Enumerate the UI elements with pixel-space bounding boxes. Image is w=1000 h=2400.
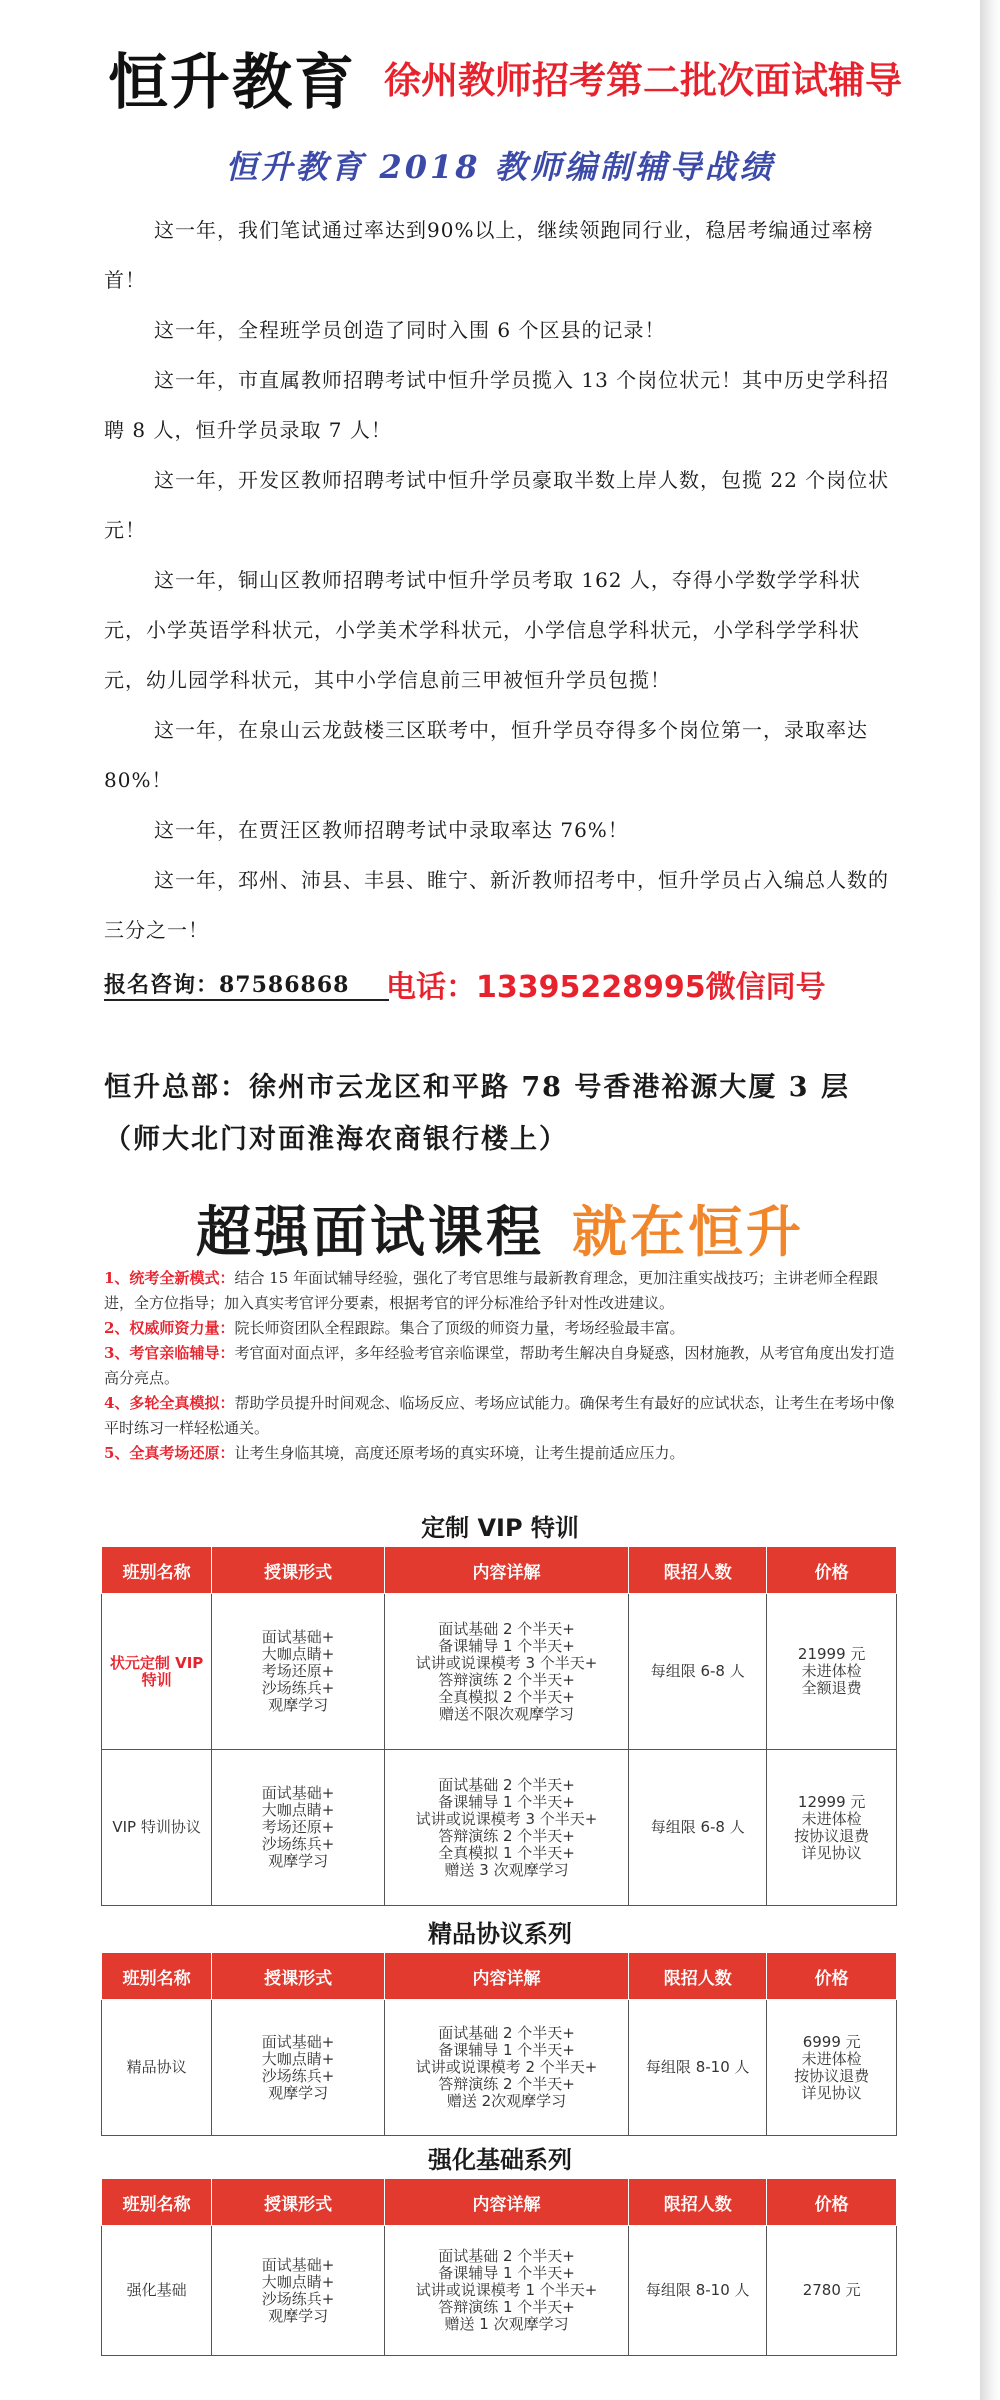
course-capacity: 每组限 6-8 人 (629, 1750, 767, 1906)
column-header: 限招人数 (629, 2179, 767, 2226)
premium-section-title: 精品协议系列 (428, 1920, 572, 1948)
course-name: 状元定制 VIP 特训 (102, 1594, 212, 1750)
column-header: 班别名称 (102, 2179, 212, 2226)
course-price: 2780 元 (767, 2226, 897, 2356)
course-capacity: 每组限 6-8 人 (629, 1594, 767, 1750)
feature-label: 1、统考全新模式： (104, 1269, 235, 1287)
course-format: 面试基础+ 大咖点睛+ 沙场练兵+ 观摩学习 (212, 2000, 385, 2136)
features-list (104, 1266, 904, 1466)
column-header: 授课形式 (212, 1953, 385, 2000)
column-header: 内容详解 (384, 1953, 628, 2000)
table-row (102, 1594, 897, 1750)
feature-label: 4、多轮全真模拟： (104, 1394, 235, 1412)
brand-name: 恒升教育 (108, 48, 356, 118)
course-format: 面试基础+ 大咖点睛+ 考场还原+ 沙场练兵+ 观摩学习 (212, 1750, 385, 1906)
feature-label: 5、全真考场还原： (104, 1444, 235, 1462)
column-header: 限招人数 (629, 1953, 767, 2000)
achievement-item: 这一年，铜山区教师招聘考试中恒升学员考取 162 人，夺得小学数学学科状元，小学英语学科状元，小学美术学科状元，小学信息学科状元，小学科学学科状元，幼儿园学科状元，其中小学信息前三甲被恒升学员包揽！ (104, 568, 861, 692)
table-row (102, 2226, 897, 2356)
course-price: 6999 元 未进体检 按协议退费 详见协议 (767, 2000, 897, 2136)
course-name: 精品协议 (102, 2000, 212, 2136)
column-header: 班别名称 (102, 1953, 212, 2000)
foundation-section-title: 强化基础系列 (428, 2146, 572, 2174)
feature-label: 2、权威师资力量： (104, 1319, 235, 1337)
course-content: 面试基础 2 个半天+ 备课辅导 1 个半天+ 试讲或说课模考 2 个半天+ 答辩演练 2 个半天+ 赠送 2次观摩学习 (384, 2000, 628, 2136)
column-header: 价格 (767, 1953, 897, 2000)
column-header: 授课形式 (212, 2179, 385, 2226)
achievement-item: 这一年，开发区教师招聘考试中恒升学员豪取半数上岸人数，包揽 22 个岗位状元！ (104, 468, 890, 542)
phone-number: 电话：13395228995微信同号 (386, 970, 826, 1005)
course-capacity: 每组限 8-10 人 (629, 2226, 767, 2356)
feature-text: 让考生身临其境，高度还原考场的真实环境，让考生提前适应压力。 (234, 1444, 685, 1462)
feature-text: 考官面对面点评，多年经验考官亲临课堂，帮助考生解决自身疑惑，因材施教，从考官角度出发打造高分亮点。 (104, 1344, 895, 1387)
feature-label: 3、考官亲临辅导： (104, 1344, 235, 1362)
column-header: 授课形式 (212, 1547, 385, 1594)
course-price: 21999 元 未进体检 全额退费 (767, 1594, 897, 1750)
feature-text: 院长师资团队全程跟踪。集合了顶级的师资力量，考场经验最丰富。 (234, 1319, 685, 1337)
table-header-row (102, 2179, 897, 2226)
achievement-item: 这一年，在泉山云龙鼓楼三区联考中，恒升学员夺得多个岗位第一，录取率达 80%！ (104, 718, 868, 792)
feature-item (104, 1391, 904, 1441)
course-format: 面试基础+ 大咖点睛+ 考场还原+ 沙场练兵+ 观摩学习 (212, 1594, 385, 1750)
foundation-course-table (101, 2178, 897, 2356)
vip-course-table (101, 1546, 897, 1906)
feature-item (104, 1441, 904, 1466)
course-content: 面试基础 2 个半天+ 备课辅导 1 个半天+ 试讲或说课模考 3 个半天+ 答辩演练 2 个半天+ 全真模拟 1 个半天+ 赠送 3 次观摩学习 (384, 1750, 628, 1906)
header (108, 48, 968, 118)
contact-info (104, 962, 964, 1012)
promo-title-main: 超强面试课程 (195, 1200, 544, 1264)
course-capacity: 每组限 8-10 人 (629, 2000, 767, 2136)
table-header-row (102, 1547, 897, 1594)
promo-title-accent: 就在恒升 (572, 1200, 805, 1264)
course-name: 强化基础 (102, 2226, 212, 2356)
achievement-item: 这一年，市直属教师招聘考试中恒升学员揽入 13 个岗位状元！其中历史学科招聘 8 人，恒升学员录取 7 人！ (104, 368, 890, 442)
achievement-item: 这一年，在贾汪区教师招聘考试中录取率达 76%！ (154, 818, 629, 842)
column-header: 价格 (767, 2179, 897, 2226)
promo-title (0, 1188, 1000, 1267)
table-header-row (102, 1953, 897, 2000)
headline: 徐州教师招考第二批次面试辅导 (384, 59, 902, 102)
achievement-item: 这一年，全程班学员创造了同时入围 6 个区县的记录！ (154, 318, 666, 342)
achievements-title: 恒升教育 2018 教师编制辅导战绩 (225, 148, 775, 186)
premium-course-table (101, 1952, 897, 2136)
enroll-contact: 报名咨询：87586868 (104, 968, 389, 1001)
vip-section-title: 定制 VIP 特训 (421, 1514, 579, 1542)
table-row (102, 2000, 897, 2136)
feature-text: 结合 15 年面试辅导经验，强化了考官思维与最新教育理念，更加注重实战技巧；主讲老师全程跟进，全方位指导；加入真实考官评分要素，根据考官的评分标准给予针对性改进建议。 (104, 1269, 879, 1312)
headquarters-address: 恒升总部：徐州市云龙区和平路 78 号香港裕源大厦 3 层（师大北门对面淮海农商银行楼上） (104, 1072, 850, 1155)
achievements-list (104, 205, 894, 955)
course-price: 12999 元 未进体检 按协议退费 详见协议 (767, 1750, 897, 1906)
course-content: 面试基础 2 个半天+ 备课辅导 1 个半天+ 试讲或说课模考 1 个半天+ 答辩演练 1 个半天+ 赠送 1 次观摩学习 (384, 2226, 628, 2356)
feature-item (104, 1341, 904, 1391)
column-header: 内容详解 (384, 1547, 628, 1594)
course-content: 面试基础 2 个半天+ 备课辅导 1 个半天+ 试讲或说课模考 3 个半天+ 答辩演练 2 个半天+ 全真模拟 2 个半天+ 赠送不限次观摩学习 (384, 1594, 628, 1750)
course-format: 面试基础+ 大咖点睛+ 沙场练兵+ 观摩学习 (212, 2226, 385, 2356)
feature-item (104, 1266, 904, 1316)
feature-text: 帮助学员提升时间观念、临场反应、考场应试能力。确保考生有最好的应试状态，让考生在考场中像平时练习一样轻松通关。 (104, 1394, 895, 1437)
column-header: 限招人数 (629, 1547, 767, 1594)
column-header: 内容详解 (384, 2179, 628, 2226)
achievement-item: 这一年，我们笔试通过率达到90%以上，继续领跑同行业，稳居考编通过率榜首！ (104, 218, 874, 292)
column-header: 价格 (767, 1547, 897, 1594)
course-name: VIP 特训协议 (102, 1750, 212, 1906)
achievement-item: 这一年，邳州、沛县、丰县、睢宁、新沂教师招考中，恒升学员占入编总人数的三分之一！ (104, 868, 889, 942)
column-header: 班别名称 (102, 1547, 212, 1594)
feature-item (104, 1316, 904, 1341)
table-row (102, 1750, 897, 1906)
